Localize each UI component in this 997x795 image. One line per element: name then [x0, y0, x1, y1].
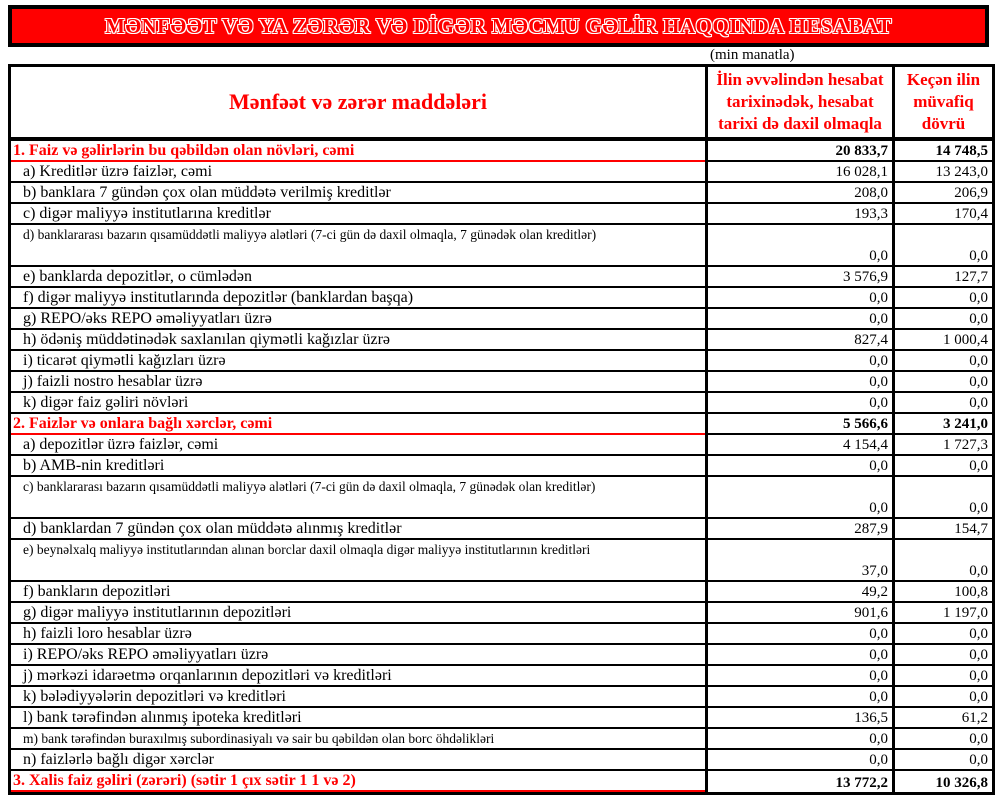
previous-period-value: 0,0: [892, 351, 992, 372]
previous-period-value: 0,0: [892, 645, 992, 666]
table-row: [11, 267, 992, 288]
row-label: h) faizli loro hesablar üzrə: [11, 624, 705, 645]
previous-period-value: 0,0: [892, 288, 992, 309]
row-label: i) ticarət qiymətli kağızları üzrə: [11, 351, 705, 372]
row-label: n) faizlərlə bağlı digər xərclər: [11, 750, 705, 771]
current-period-value: 0,0: [705, 750, 892, 771]
table-row: [11, 519, 992, 540]
current-period-value: 0,0: [705, 351, 892, 372]
row-label: f) digər maliyyə institutlarında depozitlər (banklardan başqa): [11, 288, 705, 309]
current-period-value: 4 154,4: [705, 435, 892, 456]
current-period-value: 0,0: [705, 477, 892, 519]
row-label: m) bank tərəfindən buraxılmış subordinasiyalı və sair bu qəbildən olan borc öhdəlikləri: [11, 729, 705, 750]
current-period-value: 16 028,1: [705, 162, 892, 183]
column-header-items: Mənfəət və zərər maddələri: [11, 67, 705, 141]
table-row: [11, 435, 992, 456]
table-row: [11, 309, 992, 330]
table-row: [11, 477, 992, 519]
row-label: a) depozitlər üzrə faizlər, cəmi: [11, 435, 705, 456]
current-period-value: 0,0: [705, 687, 892, 708]
table-row: [11, 729, 992, 750]
row-label: f) bankların depozitləri: [11, 582, 705, 603]
table-body: [11, 141, 992, 792]
profit-loss-table: [8, 64, 995, 795]
section-row: [11, 771, 992, 792]
previous-period-value: 0,0: [892, 393, 992, 414]
table-row: [11, 645, 992, 666]
row-label: e) beynəlxalq maliyyə institutlarından alınan borclar daxil olmaqla digər maliyyə institutlarının kreditləri: [11, 540, 705, 582]
row-label: a) Kreditlər üzrə faizlər, cəmi: [11, 162, 705, 183]
table-row: [11, 582, 992, 603]
table-row: [11, 162, 992, 183]
current-period-value: 901,6: [705, 603, 892, 624]
previous-period-value: 0,0: [892, 456, 992, 477]
table-row: [11, 687, 992, 708]
table-row: [11, 351, 992, 372]
current-period-value: 13 772,2: [705, 771, 892, 792]
previous-period-value: 10 326,8: [892, 771, 992, 792]
table-row: [11, 456, 992, 477]
table-row: [11, 603, 992, 624]
current-period-value: 0,0: [705, 372, 892, 393]
previous-period-value: 1 000,4: [892, 330, 992, 351]
table-row: [11, 330, 992, 351]
row-label: l) bank tərəfindən alınmış ipoteka kreditləri: [11, 708, 705, 729]
previous-period-value: 0,0: [892, 687, 992, 708]
table-header: [11, 67, 992, 141]
row-label: h) ödəniş müddətinədək saxlanılan qiymətli kağızlar üzrə: [11, 330, 705, 351]
previous-period-value: 154,7: [892, 519, 992, 540]
table-row: [11, 225, 992, 267]
previous-period-value: 1 197,0: [892, 603, 992, 624]
previous-period-value: 127,7: [892, 267, 992, 288]
row-label: j) faizli nostro hesablar üzrə: [11, 372, 705, 393]
current-period-value: 3 576,9: [705, 267, 892, 288]
table-row: [11, 750, 992, 771]
current-period-value: 0,0: [705, 288, 892, 309]
row-label: 2. Faizlər və onlara bağlı xərclər, cəmi: [11, 414, 705, 435]
row-label: b) banklara 7 gündən çox olan müddətə verilmiş kreditlər: [11, 183, 705, 204]
previous-period-value: 3 241,0: [892, 414, 992, 435]
column-header-previous-period: Keçən ilin müvafiq dövrü: [892, 67, 992, 141]
row-label: j) mərkəzi idarəetmə orqanlarının depozitləri və kreditləri: [11, 666, 705, 687]
row-label: d) banklararası bazarın qısamüddətli maliyyə alətləri (7-ci gün də daxil olmaqla, 7 günədək olan kreditlər): [11, 225, 705, 267]
header-row: [11, 67, 992, 141]
row-label: b) AMB-nin kreditləri: [11, 456, 705, 477]
report-title-banner: [8, 5, 989, 47]
current-period-value: 0,0: [705, 393, 892, 414]
previous-period-value: 1 727,3: [892, 435, 992, 456]
report-page: [0, 5, 997, 792]
table-row: [11, 666, 992, 687]
current-period-value: 208,0: [705, 183, 892, 204]
row-label: 3. Xalis faiz gəliri (zərəri) (sətir 1 çıx sətir 1 1 və 2): [11, 771, 705, 792]
table-row: [11, 204, 992, 225]
previous-period-value: 0,0: [892, 309, 992, 330]
column-header-current-period: İlin əvvəlindən hesabat tarixinədək, hesabat tarixi də daxil olmaqla: [705, 67, 892, 141]
previous-period-value: 0,0: [892, 225, 992, 267]
table-row: [11, 372, 992, 393]
unit-note: (min manatla): [710, 47, 795, 63]
table-row: [11, 624, 992, 645]
previous-period-value: 0,0: [892, 666, 992, 687]
previous-period-value: 0,0: [892, 477, 992, 519]
current-period-value: 0,0: [705, 309, 892, 330]
current-period-value: 0,0: [705, 225, 892, 267]
row-label: g) REPO/əks REPO əməliyyatları üzrə: [11, 309, 705, 330]
row-label: e) banklarda depozitlər, o cümlədən: [11, 267, 705, 288]
current-period-value: 136,5: [705, 708, 892, 729]
current-period-value: 0,0: [705, 645, 892, 666]
report-title: MƏNFƏƏT VƏ YA ZƏRƏR VƏ DİGƏR MƏCMU GƏLİR HAQQINDA HESABAT: [105, 13, 892, 38]
row-label: g) digər maliyyə institutlarının depozitləri: [11, 603, 705, 624]
current-period-value: 0,0: [705, 729, 892, 750]
row-label: k) digər faiz gəliri növləri: [11, 393, 705, 414]
previous-period-value: 0,0: [892, 540, 992, 582]
previous-period-value: 206,9: [892, 183, 992, 204]
table-row: [11, 288, 992, 309]
table-row: [11, 183, 992, 204]
current-period-value: 0,0: [705, 456, 892, 477]
previous-period-value: 0,0: [892, 372, 992, 393]
table-row: [11, 708, 992, 729]
row-label: i) REPO/əks REPO əməliyyatları üzrə: [11, 645, 705, 666]
row-label: d) banklardan 7 gündən çox olan müddətə alınmış kreditlər: [11, 519, 705, 540]
table-row: [11, 393, 992, 414]
previous-period-value: 0,0: [892, 729, 992, 750]
table-row: [11, 540, 992, 582]
row-label: 1. Faiz və gəlirlərin bu qəbildən olan növləri, cəmi: [11, 141, 705, 162]
previous-period-value: 13 243,0: [892, 162, 992, 183]
current-period-value: 0,0: [705, 624, 892, 645]
current-period-value: 193,3: [705, 204, 892, 225]
row-label: c) banklararası bazarın qısamüddətli maliyyə alətləri (7-ci gün də daxil olmaqla, 7 günədək olan kreditlər): [11, 477, 705, 519]
previous-period-value: 0,0: [892, 750, 992, 771]
current-period-value: 37,0: [705, 540, 892, 582]
previous-period-value: 14 748,5: [892, 141, 992, 162]
current-period-value: 287,9: [705, 519, 892, 540]
previous-period-value: 170,4: [892, 204, 992, 225]
current-period-value: 827,4: [705, 330, 892, 351]
previous-period-value: 0,0: [892, 624, 992, 645]
current-period-value: 49,2: [705, 582, 892, 603]
row-label: k) bələdiyyələrin depozitləri və kreditləri: [11, 687, 705, 708]
section-row: [11, 141, 992, 162]
previous-period-value: 100,8: [892, 582, 992, 603]
section-row: [11, 414, 992, 435]
current-period-value: 0,0: [705, 666, 892, 687]
current-period-value: 5 566,6: [705, 414, 892, 435]
previous-period-value: 61,2: [892, 708, 992, 729]
current-period-value: 20 833,7: [705, 141, 892, 162]
row-label: c) digər maliyyə institutlarına kreditlər: [11, 204, 705, 225]
